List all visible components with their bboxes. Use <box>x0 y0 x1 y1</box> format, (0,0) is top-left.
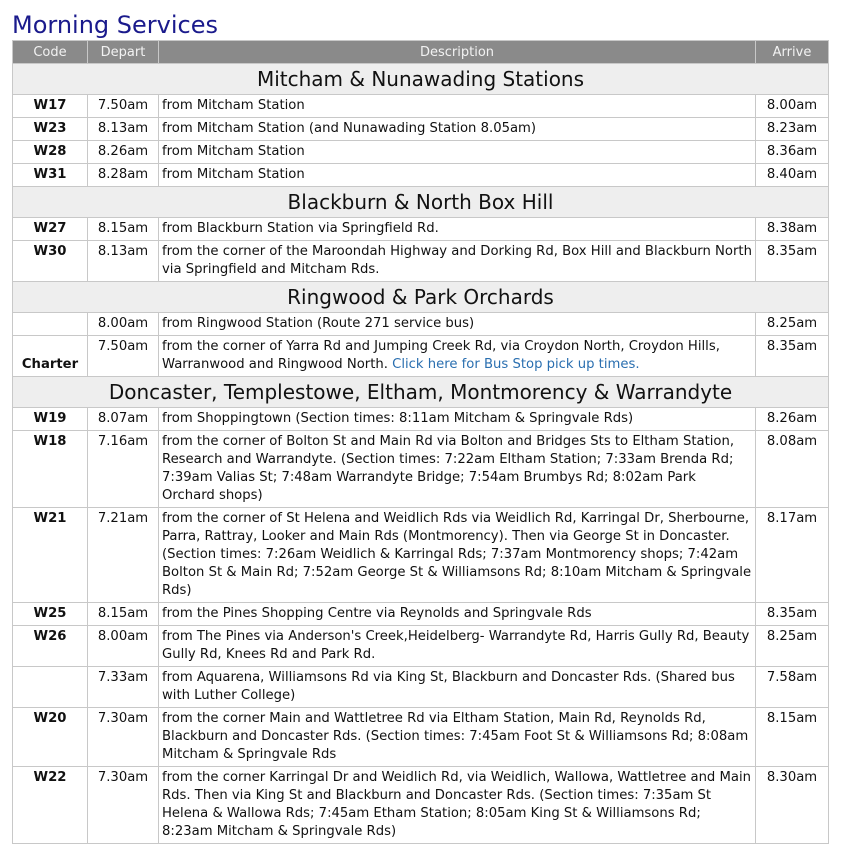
table-row <box>13 141 829 164</box>
description-text: from Ringwood Station (Route 271 service bus) <box>162 316 475 331</box>
description-text: from The Pines via Anderson's Creek,Heidelberg- Warrandyte Rd, Harris Gully Rd, Beauty Gully Rd, Knees Rd and Park Rd. <box>162 629 750 662</box>
depart-time: 8.15am <box>88 218 159 241</box>
route-code: W28 <box>13 141 88 164</box>
services-table <box>12 40 829 844</box>
route-code: W20 <box>13 708 88 767</box>
route-description <box>159 313 756 336</box>
depart-time: 8.00am <box>88 313 159 336</box>
description-text: from Mitcham Station (and Nunawading Station 8.05am) <box>162 121 537 136</box>
arrive-time: 8.26am <box>756 408 829 431</box>
table-row <box>13 603 829 626</box>
table-row <box>13 336 829 377</box>
route-description <box>159 241 756 282</box>
arrive-time: 7.58am <box>756 667 829 708</box>
section-row <box>13 282 829 313</box>
route-code <box>13 313 88 336</box>
table-row <box>13 508 829 603</box>
description-text: from Mitcham Station <box>162 98 305 113</box>
header-description: Description <box>159 41 756 64</box>
table-row <box>13 118 829 141</box>
route-description <box>159 626 756 667</box>
depart-time: 8.00am <box>88 626 159 667</box>
depart-time: 7.33am <box>88 667 159 708</box>
depart-time: 8.26am <box>88 141 159 164</box>
route-code: W27 <box>13 218 88 241</box>
arrive-time: 8.35am <box>756 336 829 377</box>
description-text: from the corner Karringal Dr and Weidlich Rd, via Weidlich, Wallowa, Wattletree and Main Rds. Then via King St and Blackburn and Doncaster Rds. (Section times: 7:35am St Helena & Wallowa Rds; 7:45am Etham Station; 8:05am King St & Williamsons Rd; 8:23am Mitcham & Springvale Rds) <box>162 770 751 839</box>
depart-time: 7.30am <box>88 708 159 767</box>
description-text: from Blackburn Station via Springfield Rd. <box>162 221 439 236</box>
arrive-time: 8.40am <box>756 164 829 187</box>
section-row <box>13 187 829 218</box>
depart-time: 8.28am <box>88 164 159 187</box>
depart-time: 8.07am <box>88 408 159 431</box>
route-code: W19 <box>13 408 88 431</box>
table-row <box>13 241 829 282</box>
page-title: Morning Services <box>12 11 218 39</box>
depart-time: 8.15am <box>88 603 159 626</box>
route-code: W23 <box>13 118 88 141</box>
route-description <box>159 408 756 431</box>
description-text: from Mitcham Station <box>162 167 305 182</box>
arrive-time: 8.15am <box>756 708 829 767</box>
description-text: from Shoppingtown (Section times: 8:11am Mitcham & Springvale Rds) <box>162 411 634 426</box>
route-code: W30 <box>13 241 88 282</box>
depart-time: 8.13am <box>88 241 159 282</box>
route-description <box>159 431 756 508</box>
route-description <box>159 118 756 141</box>
arrive-time: 8.35am <box>756 603 829 626</box>
route-code: W26 <box>13 626 88 667</box>
description-text: from the Pines Shopping Centre via Reynolds and Springvale Rds <box>162 606 592 621</box>
depart-time: 7.50am <box>88 95 159 118</box>
route-code: W17 <box>13 95 88 118</box>
table-row <box>13 626 829 667</box>
section-row <box>13 64 829 95</box>
arrive-time: 8.38am <box>756 218 829 241</box>
arrive-time: 8.36am <box>756 141 829 164</box>
description-text: from the corner of Yarra Rd and Jumping Creek Rd, via Croydon North, Croydon Hills, Warranwood and Ringwood North. <box>162 339 720 372</box>
arrive-time: 8.35am <box>756 241 829 282</box>
route-code: W22 <box>13 767 88 844</box>
section-heading: Doncaster, Templestowe, Eltham, Montmorency & Warrandyte <box>13 377 829 408</box>
header-depart: Depart <box>88 41 159 64</box>
route-description <box>159 218 756 241</box>
route-description <box>159 508 756 603</box>
depart-time: 7.21am <box>88 508 159 603</box>
section-heading: Blackburn & North Box Hill <box>13 187 829 218</box>
route-code: W21 <box>13 508 88 603</box>
arrive-time: 8.00am <box>756 95 829 118</box>
table-row <box>13 408 829 431</box>
route-description <box>159 767 756 844</box>
arrive-time: 8.30am <box>756 767 829 844</box>
description-text: from Mitcham Station <box>162 144 305 159</box>
section-heading: Mitcham & Nunawading Stations <box>13 64 829 95</box>
route-code: W25 <box>13 603 88 626</box>
header-arrive: Arrive <box>756 41 829 64</box>
section-row <box>13 377 829 408</box>
route-code: W31 <box>13 164 88 187</box>
description-text: from the corner of St Helena and Weidlich Rds via Weidlich Rd, Karringal Dr, Sherbourne, Parra, Rattray, Looker and Main Rds (Montmorency). Then via George St in Doncaster. (Section times: 7:26am Weidlich & Karringal Rds; 7:37am Montmorency shops; 7:42am Bolton St & Main Rd; 7:52am George St & Williamsons Rd; 8:10am Mitcham & Springvale Rds) <box>162 511 752 598</box>
route-code <box>13 667 88 708</box>
section-heading: Ringwood & Park Orchards <box>13 282 829 313</box>
description-text: from the corner Main and Wattletree Rd via Eltham Station, Main Rd, Reynolds Rd, Blackburn and Doncaster Rds. (Section times: 7:45am Foot St & Williamsons Rd; 8:08am Mitcham & Springvale Rds <box>162 711 749 762</box>
route-description <box>159 164 756 187</box>
route-code: W18 <box>13 431 88 508</box>
depart-time: 7.30am <box>88 767 159 844</box>
depart-time: 8.13am <box>88 118 159 141</box>
depart-time: 7.16am <box>88 431 159 508</box>
table-row <box>13 95 829 118</box>
route-description <box>159 141 756 164</box>
table-row <box>13 708 829 767</box>
arrive-time: 8.08am <box>756 431 829 508</box>
table-row <box>13 218 829 241</box>
header-code: Code <box>13 41 88 64</box>
arrive-time: 8.17am <box>756 508 829 603</box>
arrive-time: 8.25am <box>756 313 829 336</box>
description-text: from the corner of the Maroondah Highway and Dorking Rd, Box Hill and Blackburn North via Springfield and Mitcham Rds. <box>162 244 752 277</box>
bus-stop-times-link[interactable]: Click here for Bus Stop pick up times. <box>392 357 640 372</box>
table-row <box>13 767 829 844</box>
route-code: Charter <box>13 336 88 377</box>
table-row <box>13 667 829 708</box>
route-description <box>159 336 756 377</box>
depart-time: 7.50am <box>88 336 159 377</box>
route-description <box>159 667 756 708</box>
route-description <box>159 95 756 118</box>
description-text: from Aquarena, Williamsons Rd via King St, Blackburn and Doncaster Rds. (Shared bus with Luther College) <box>162 670 735 703</box>
arrive-time: 8.23am <box>756 118 829 141</box>
table-row <box>13 313 829 336</box>
table-row <box>13 431 829 508</box>
table-row <box>13 164 829 187</box>
services-body <box>13 64 829 844</box>
header-row <box>13 41 829 64</box>
arrive-time: 8.25am <box>756 626 829 667</box>
route-description <box>159 603 756 626</box>
route-description <box>159 708 756 767</box>
description-text: from the corner of Bolton St and Main Rd via Bolton and Bridges Sts to Eltham Station, Research and Warrandyte. (Section times: 7:22am Eltham Station; 7:33am Brenda Rd; 7:39am Valias St; 7:48am Warrandyte Bridge; 7:54am Brumbys Rd; 8:02am Park Orchard shops) <box>162 434 735 503</box>
